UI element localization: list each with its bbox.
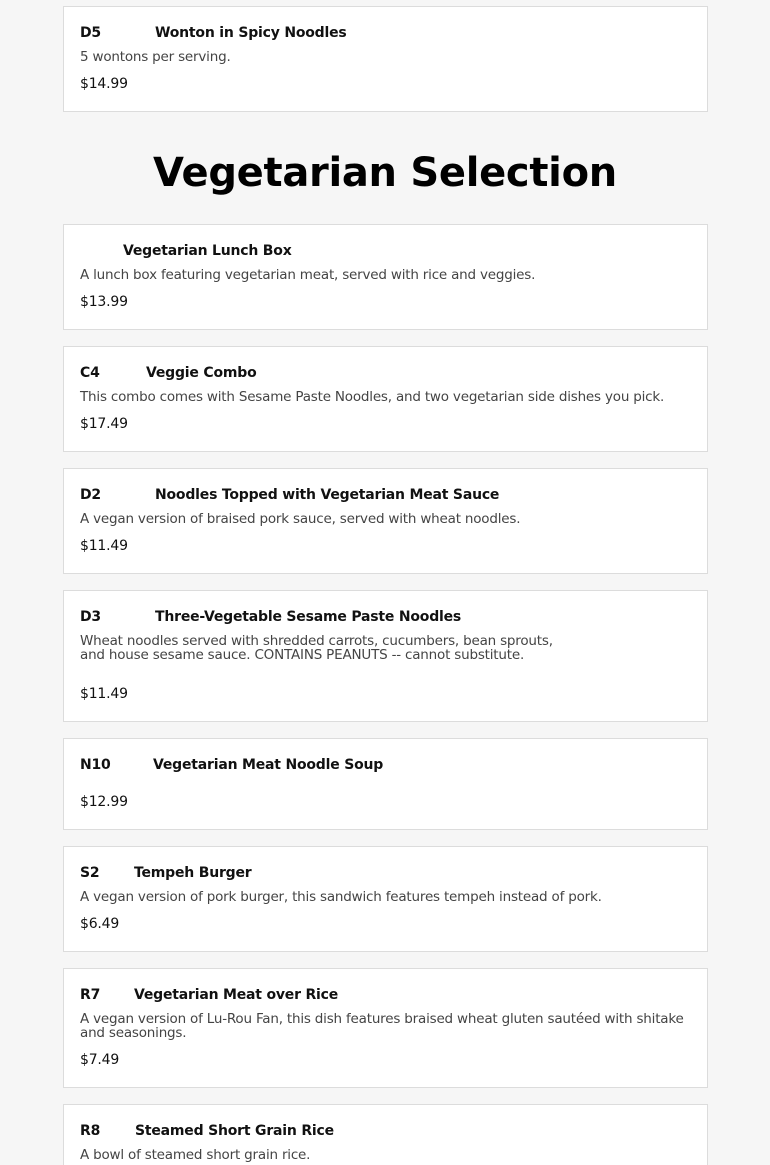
menu-item-price: $7.49 [80,1052,120,1068]
menu-item-code: D5 [80,25,101,41]
menu-item-header [80,365,691,383]
menu-item-card[interactable] [63,468,708,574]
menu-item-code: S2 [80,865,100,881]
menu-item-description: A lunch box featuring vegetarian meat, served with rice and veggies. [80,267,536,283]
menu-item-card[interactable] [63,1104,708,1165]
menu-item-price: $6.49 [80,916,120,932]
menu-item-price: $11.49 [80,686,128,702]
menu-item-card[interactable] [63,738,708,830]
menu-item-price: $11.49 [80,538,128,554]
menu-item-header [80,487,691,505]
menu-item-card[interactable] [63,846,708,952]
menu-item-name: Noodles Topped with Vegetarian Meat Sauce [155,487,500,503]
menu-item-name: Vegetarian Meat over Rice [134,987,339,1003]
menu-item-name: Veggie Combo [146,365,257,381]
menu-item-code: C4 [80,365,100,381]
menu-item-name: Vegetarian Meat Noodle Soup [153,757,384,773]
menu-item-code: D2 [80,487,101,503]
menu-item-header [80,865,691,883]
menu-item-name: Tempeh Burger [134,865,252,881]
menu-item-name: Wonton in Spicy Noodles [155,25,347,41]
menu-item-description: Wheat noodles served with shredded carrots, cucumbers, bean sprouts, and house sesame sauce. CONTAINS PEANUTS -- cannot substitute. [80,633,553,663]
menu-item-name: Three-Vegetable Sesame Paste Noodles [155,609,462,625]
menu-item-price: $14.99 [80,76,128,92]
menu-item-header [80,757,691,775]
menu-item-description: 5 wontons per serving. [80,49,231,65]
menu-item-code: R8 [80,1123,101,1139]
menu-item-code: N10 [80,757,111,773]
menu-item-header [80,1123,691,1141]
menu-item-header [80,987,691,1005]
menu-item-name: Steamed Short Grain Rice [135,1123,334,1139]
menu-item-code: D3 [80,609,101,625]
menu-item-price: $13.99 [80,294,128,310]
menu-item-description: A vegan version of braised pork sauce, served with wheat noodles. [80,511,521,527]
menu-item-card[interactable] [63,224,708,330]
menu-item-code: R7 [80,987,101,1003]
menu-item-description: A bowl of steamed short grain rice. [80,1147,311,1163]
menu-item-description: A vegan version of Lu-Rou Fan, this dish features braised wheat gluten sautéed with shitake and seasonings. [80,1011,684,1041]
menu-item-card[interactable] [63,968,708,1088]
menu-item-card[interactable] [63,346,708,452]
menu-item-price: $12.99 [80,794,128,810]
menu-item-card[interactable] [63,6,708,112]
menu-item-description: A vegan version of pork burger, this sandwich features tempeh instead of pork. [80,889,602,905]
menu-item-header [80,609,691,627]
menu-item-header [80,243,691,261]
menu-item-header [80,25,691,43]
menu-item-price: $17.49 [80,416,128,432]
section-title: Vegetarian Selection [153,150,617,196]
menu-item-name: Vegetarian Lunch Box [123,243,292,259]
menu-item-card[interactable] [63,590,708,722]
menu-item-description: This combo comes with Sesame Paste Noodles, and two vegetarian side dishes you pick. [80,389,665,405]
